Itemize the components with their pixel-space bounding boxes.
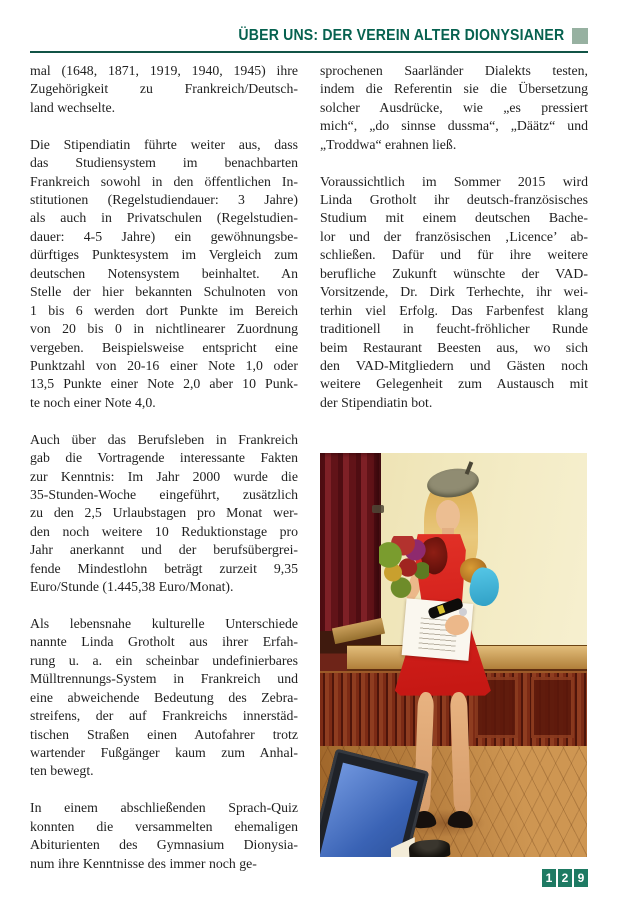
text-line: konnten die versammelten ehemaligen — [30, 818, 298, 834]
paragraph — [320, 62, 588, 154]
photo-panel-door — [531, 677, 574, 738]
text-line: schließen. Dafür und für ihre weitere — [320, 247, 588, 263]
photo-wall-vent — [372, 505, 384, 513]
text-line: Voraussichtlich im Sommer 2015 wird — [320, 173, 588, 189]
text-line: solcher Ausdrücke, wie „es pressiert — [320, 99, 588, 115]
text-line: indem die Referentin sie die Übersetzung — [320, 81, 588, 97]
text-line: deutschen Notensystem beinhaltet. An — [30, 265, 298, 281]
paragraph — [30, 136, 298, 413]
text-line: 13,5 Punkte einer Note 2,0 aber 10 Punk- — [30, 376, 298, 392]
text-line: 1 bis 6 werden dort Punkte im Bereich — [30, 302, 298, 318]
text-line: berufliche Zukunft wünschte der VAD- — [320, 265, 588, 281]
paragraph — [320, 173, 588, 413]
text-line: stitutionen (Regelstudiendauer: 3 Jahre) — [30, 192, 298, 208]
header-rule — [30, 51, 588, 53]
text-line: mal (1648, 1871, 1919, 1940, 1945) ihre — [30, 63, 298, 78]
text-line: Linda Grotholt ihr deutsch-französisches — [320, 192, 588, 208]
page-header — [30, 25, 588, 47]
text-line: Euro/Stunde (1.445,38 Euro/Monat). — [30, 579, 234, 595]
paragraph — [30, 615, 298, 781]
text-line: wartender Fußgänger kaum zum Anhal- — [30, 745, 298, 761]
page-digit-box: 9 — [574, 869, 588, 887]
text-line: vergeben. Beispielsweise entspricht eine — [30, 339, 298, 355]
camera-object — [409, 839, 452, 857]
text-line: dauer: 4-5 Jahre) ein gewöhnungsbe- — [30, 228, 298, 244]
text-line: eine abweichende Bedeutung des Zebra- — [30, 689, 298, 705]
text-line: gab die Vortragende interessante Fakten — [30, 450, 298, 466]
text-line: Auch über das Berufsleben in Frankreich — [30, 431, 298, 447]
text-line: nannte Linda Grotholt aus ihrer Erfah- — [30, 634, 298, 650]
text-line: Als lebensnahe kulturelle Unterschiede — [30, 615, 298, 631]
text-line: fende Mindestlohn beträgt zurzeit 9,35 — [30, 560, 298, 576]
text-line: Frankreich sowohl in den öffentlichen In- — [30, 173, 298, 189]
text-line: das Studiensystem im benachbarten — [30, 155, 298, 171]
text-line: rung u. a. ein scheinbar undefinierbares — [30, 652, 298, 668]
page-number — [30, 869, 588, 887]
text-line: traditionell in feucht-fröhlicher Runde — [320, 321, 588, 337]
text-line: tischen Straßen einen Autofahrer trotz — [30, 726, 298, 742]
photo-curtain — [320, 453, 381, 647]
text-line: zu den 2,5 Urlaubstagen pro Monat wer- — [30, 505, 298, 521]
text-line: num ihre Kenntnisse des immer noch ge- — [30, 855, 257, 871]
text-line: streifens, der auf Frankreichs innerstäd- — [30, 708, 298, 724]
flower-bouquet — [379, 536, 430, 599]
paragraph — [30, 799, 298, 873]
text-line: weitere Gelegenheit zum Austausch mit — [320, 376, 588, 392]
article-photo — [320, 453, 587, 857]
header-accent-square — [572, 28, 588, 44]
text-line: Stelle der hier bekannten Schulnoten von — [30, 284, 298, 300]
text-line: Die Stipendiatin führte weiter aus, dass — [30, 136, 298, 152]
text-line: „Troddwa“ erahnen ließ. — [320, 136, 457, 152]
paragraph — [30, 62, 298, 117]
text-line: der Stipendiatin bot. — [320, 394, 433, 410]
text-line: Zugehörigkeit zu Frankreich/Deutsch- — [30, 81, 298, 97]
text-line: te noch einer Note 4,0. — [30, 394, 156, 410]
text-line: beim Restaurant Beesten aus, wo sich — [320, 339, 588, 355]
paragraph — [30, 431, 298, 597]
page-title: ÜBER UNS: DER VEREIN ALTER DIONYSIANER — [238, 27, 564, 44]
text-line: Abiturienten des Gymnasium Dionysia- — [30, 837, 298, 853]
text-line: ten bewegt. — [30, 763, 94, 779]
text-line: land wechselte. — [30, 99, 116, 115]
page-digit-box: 2 — [558, 869, 572, 887]
text-line: Vorsitzende, Dr. Dirk Terhechte, ihr wei- — [320, 284, 588, 300]
text-line: lor und der französischen ‚Licence’ ab- — [320, 228, 588, 244]
text-line: Jahr anerkannt und der berufsübergrei- — [30, 542, 298, 558]
text-line: Mülltrennungs-System in Frankreich und — [30, 671, 298, 687]
right-column-text — [320, 62, 588, 412]
text-line: den noch weitere 10 Reduktionstage pro — [30, 523, 298, 539]
text-line: sprochenen Saarländer Dialekts testen, — [320, 63, 588, 78]
text-line: als auch in Privatschulen (Regelstudien- — [30, 210, 298, 226]
text-line: Studium mit einem deutschen Bache- — [320, 210, 588, 226]
text-line: Punktzahl von 20-16 einer Note 1,0 oder — [30, 357, 298, 373]
text-line: terhin viel Erfolg. Das Farbenfest klang — [320, 302, 588, 318]
right-column — [320, 62, 588, 857]
text-line: zur Kenntnis: Im Jahr 2000 wurde die — [30, 468, 298, 484]
text-line: dürftiges Punktesystem im Vergleich zum — [30, 247, 298, 263]
text-line: In einem abschließenden Sprach-Quiz — [30, 800, 298, 816]
text-line: den VAD-Mitgliedern und Gästen noch — [320, 357, 588, 373]
text-line: mich“, „do sinnse dussma“, „Däätz“ und — [320, 118, 588, 134]
text-line: von 20 bis 0 in nichtlinearer Zuordnung — [30, 321, 298, 337]
left-column — [30, 62, 298, 873]
text-line: 35-Stunden-Woche eingeführt, zusätzlich — [30, 486, 298, 502]
page-digit-box: 1 — [542, 869, 556, 887]
